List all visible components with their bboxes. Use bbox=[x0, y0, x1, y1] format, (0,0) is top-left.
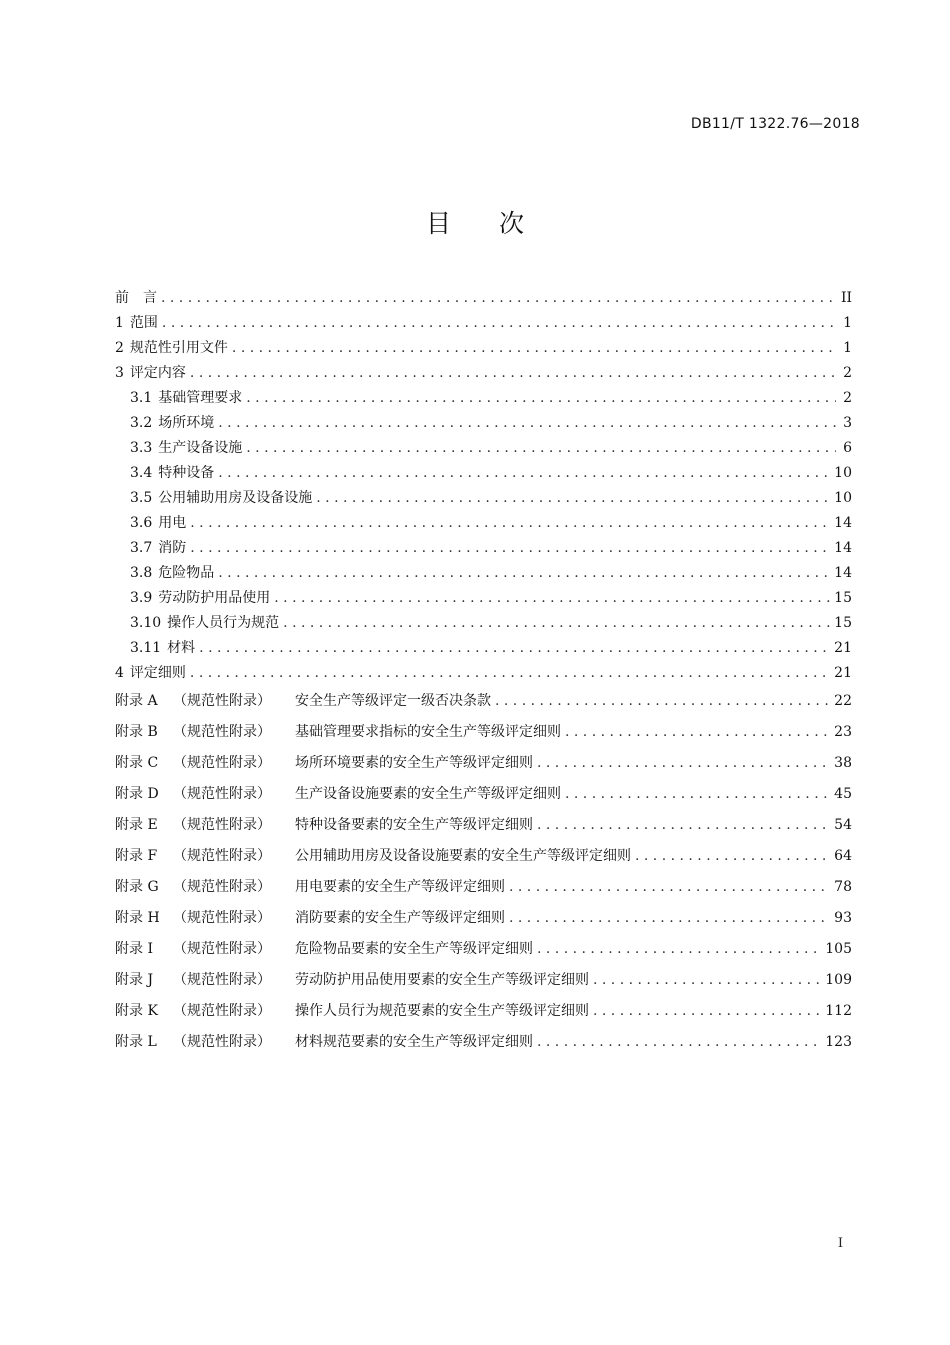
toc-entry-label: 特种设备 bbox=[158, 465, 215, 481]
toc-entry-page: 15 bbox=[834, 615, 852, 631]
dot-leader bbox=[190, 661, 830, 686]
dot-leader bbox=[537, 1027, 821, 1058]
page-number: I bbox=[837, 1236, 843, 1251]
dot-leader bbox=[162, 311, 836, 336]
dot-leader bbox=[218, 561, 830, 586]
toc-entry-page: 14 bbox=[834, 540, 852, 556]
standard-code: DB11/T 1322.76—2018 bbox=[690, 116, 860, 132]
toc-annex-entry[interactable] bbox=[115, 1027, 852, 1058]
toc-entry-number: 3.1 bbox=[130, 390, 153, 406]
dot-leader bbox=[509, 903, 830, 934]
toc-entry-label: 评定细则 bbox=[129, 665, 186, 681]
annex-title: 生产设备设施要素的安全生产等级评定细则 bbox=[295, 786, 561, 802]
toc-annex-entry[interactable] bbox=[115, 686, 852, 717]
toc-entry-label: 场所环境 bbox=[158, 415, 215, 431]
dot-leader bbox=[218, 461, 830, 486]
table-of-contents bbox=[115, 286, 852, 1058]
annex-kind: （规范性附录） bbox=[173, 972, 271, 988]
toc-entry-page: 15 bbox=[834, 590, 852, 606]
dot-leader bbox=[190, 511, 830, 536]
toc-entry-number: 3.2 bbox=[130, 415, 153, 431]
dot-leader bbox=[593, 996, 821, 1027]
toc-entry[interactable] bbox=[115, 536, 852, 561]
toc-annex-entry[interactable] bbox=[115, 872, 852, 903]
toc-entry-page: 10 bbox=[834, 465, 852, 481]
annex-title: 特种设备要素的安全生产等级评定细则 bbox=[295, 817, 533, 833]
toc-entry-label: 劳动防护用品使用 bbox=[158, 590, 271, 606]
toc-entry-page: 14 bbox=[834, 565, 852, 581]
annex-label: 附录 H bbox=[115, 910, 160, 926]
annex-page: 38 bbox=[834, 755, 852, 771]
annex-title: 劳动防护用品使用要素的安全生产等级评定细则 bbox=[295, 972, 589, 988]
annex-title: 操作人员行为规范要素的安全生产等级评定细则 bbox=[295, 1003, 589, 1019]
annex-title: 安全生产等级评定一级否决条款 bbox=[295, 693, 491, 709]
dot-leader bbox=[190, 361, 836, 386]
toc-entry-label: 公用辅助用房及设备设施 bbox=[158, 490, 313, 506]
toc-entry-number: 3 bbox=[115, 365, 124, 381]
toc-entry-page: 1 bbox=[843, 340, 852, 356]
annex-label: 附录 B bbox=[115, 724, 158, 740]
annex-page: 109 bbox=[825, 972, 852, 988]
dot-leader bbox=[246, 386, 836, 411]
toc-annex-entry[interactable] bbox=[115, 934, 852, 965]
annex-kind: （规范性附录） bbox=[173, 848, 271, 864]
dot-leader bbox=[283, 611, 830, 636]
toc-entry-number: 3.7 bbox=[130, 540, 153, 556]
title-char-2: 次 bbox=[499, 209, 525, 238]
toc-entry-number: 4 bbox=[115, 665, 124, 681]
annex-label: 附录 F bbox=[115, 848, 158, 864]
toc-entry[interactable] bbox=[115, 636, 852, 661]
toc-entry-number: 3.10 bbox=[130, 615, 162, 631]
annex-kind: （规范性附录） bbox=[173, 910, 271, 926]
annex-page: 105 bbox=[825, 941, 852, 957]
toc-entry-number: 3.3 bbox=[130, 440, 153, 456]
toc-annex-entry[interactable] bbox=[115, 841, 852, 872]
annex-page: 112 bbox=[825, 1003, 852, 1019]
toc-entry-label: 规范性引用文件 bbox=[129, 340, 228, 356]
toc-entry-label: 用电 bbox=[158, 515, 187, 531]
toc-entry-page: 6 bbox=[843, 440, 852, 456]
toc-entry[interactable] bbox=[115, 461, 852, 486]
annex-page: 23 bbox=[834, 724, 852, 740]
toc-entry-page: 1 bbox=[843, 315, 852, 331]
annex-title: 危险物品要素的安全生产等级评定细则 bbox=[295, 941, 533, 957]
annex-kind: （规范性附录） bbox=[173, 1034, 271, 1050]
page-title bbox=[0, 204, 950, 240]
annex-label: 附录 G bbox=[115, 879, 159, 895]
toc-entry[interactable] bbox=[115, 286, 852, 311]
title-char-1: 目 bbox=[425, 209, 451, 238]
toc-entry[interactable] bbox=[115, 361, 852, 386]
dot-leader bbox=[593, 965, 821, 996]
annex-label: 附录 I bbox=[115, 941, 153, 957]
annex-kind: （规范性附录） bbox=[173, 941, 271, 957]
dot-leader bbox=[537, 810, 830, 841]
toc-annex-entry[interactable] bbox=[115, 810, 852, 841]
dot-leader bbox=[509, 872, 830, 903]
annex-label: 附录 J bbox=[115, 972, 154, 988]
toc-annex-entry[interactable] bbox=[115, 965, 852, 996]
toc-annex-entry[interactable] bbox=[115, 717, 852, 748]
annex-kind: （规范性附录） bbox=[173, 724, 271, 740]
annex-title: 公用辅助用房及设备设施要素的安全生产等级评定细则 bbox=[295, 848, 631, 864]
toc-entry-page: 10 bbox=[834, 490, 852, 506]
dot-leader bbox=[495, 686, 830, 717]
toc-entry-page: 21 bbox=[834, 665, 852, 681]
dot-leader bbox=[565, 717, 830, 748]
annex-page: 22 bbox=[834, 693, 852, 709]
toc-entry-number: 2 bbox=[115, 340, 124, 356]
toc-annex-entry[interactable] bbox=[115, 996, 852, 1027]
toc-entry-page: 2 bbox=[843, 365, 852, 381]
toc-entry-page: 14 bbox=[834, 515, 852, 531]
annex-title: 材料规范要素的安全生产等级评定细则 bbox=[295, 1034, 533, 1050]
annex-kind: （规范性附录） bbox=[173, 879, 271, 895]
annex-kind: （规范性附录） bbox=[173, 1003, 271, 1019]
dot-leader bbox=[199, 636, 830, 661]
dot-leader bbox=[316, 486, 830, 511]
annex-page: 45 bbox=[834, 786, 852, 802]
toc-entry-number: 3.6 bbox=[130, 515, 153, 531]
toc-entry[interactable] bbox=[115, 511, 852, 536]
toc-entry-number: 1 bbox=[115, 315, 124, 331]
toc-entry[interactable] bbox=[115, 411, 852, 436]
dot-leader bbox=[537, 934, 821, 965]
annex-label: 附录 L bbox=[115, 1034, 157, 1050]
annex-title: 场所环境要素的安全生产等级评定细则 bbox=[295, 755, 533, 771]
annex-kind: （规范性附录） bbox=[173, 817, 271, 833]
annex-page: 54 bbox=[834, 817, 852, 833]
dot-leader bbox=[232, 336, 836, 361]
toc-entry-label: 生产设备设施 bbox=[158, 440, 243, 456]
annex-label: 附录 D bbox=[115, 786, 159, 802]
toc-entry-label: 操作人员行为规范 bbox=[167, 615, 280, 631]
dot-leader bbox=[218, 411, 836, 436]
toc-entry-page: 21 bbox=[834, 640, 852, 656]
toc-entry-number: 3.11 bbox=[130, 640, 162, 656]
annex-title: 消防要素的安全生产等级评定细则 bbox=[295, 910, 505, 926]
toc-entry[interactable] bbox=[115, 561, 852, 586]
dot-leader bbox=[565, 779, 830, 810]
annex-page: 64 bbox=[834, 848, 852, 864]
toc-entry-page: 3 bbox=[843, 415, 852, 431]
toc-entry-number: 3.4 bbox=[130, 465, 153, 481]
dot-leader bbox=[246, 436, 836, 461]
toc-entry-label: 消防 bbox=[158, 540, 187, 556]
toc-entry-page: II bbox=[840, 290, 852, 306]
toc-annex-entry[interactable] bbox=[115, 748, 852, 779]
dot-leader bbox=[190, 536, 830, 561]
toc-entry[interactable] bbox=[115, 486, 852, 511]
toc-entry-label: 评定内容 bbox=[129, 365, 186, 381]
annex-label: 附录 C bbox=[115, 755, 159, 771]
toc-entry[interactable] bbox=[115, 611, 852, 636]
annex-page: 93 bbox=[834, 910, 852, 926]
toc-annex-entry[interactable] bbox=[115, 903, 852, 934]
toc-entry-label: 材料 bbox=[167, 640, 196, 656]
annex-page: 123 bbox=[825, 1034, 852, 1050]
toc-entry[interactable] bbox=[115, 436, 852, 461]
toc-annex-entry[interactable] bbox=[115, 779, 852, 810]
toc-entry[interactable] bbox=[115, 586, 852, 611]
toc-entry-number: 3.5 bbox=[130, 490, 153, 506]
toc-entry-label: 范围 bbox=[129, 315, 158, 331]
annex-kind: （规范性附录） bbox=[173, 786, 271, 802]
annex-title: 基础管理要求指标的安全生产等级评定细则 bbox=[295, 724, 561, 740]
annex-label: 附录 E bbox=[115, 817, 158, 833]
annex-page: 78 bbox=[834, 879, 852, 895]
dot-leader bbox=[537, 748, 830, 779]
toc-entry-label: 基础管理要求 bbox=[158, 390, 243, 406]
toc-entry-number: 3.9 bbox=[130, 590, 153, 606]
toc-entry-number: 3.8 bbox=[130, 565, 153, 581]
toc-entry-page: 2 bbox=[843, 390, 852, 406]
toc-entry-label: 危险物品 bbox=[158, 565, 215, 581]
dot-leader bbox=[635, 841, 830, 872]
toc-entry[interactable] bbox=[115, 386, 852, 411]
annex-kind: （规范性附录） bbox=[173, 755, 271, 771]
annex-label: 附录 A bbox=[115, 693, 158, 709]
toc-entry-label: 前 言 bbox=[115, 290, 157, 306]
annex-title: 用电要素的安全生产等级评定细则 bbox=[295, 879, 505, 895]
toc-entry[interactable] bbox=[115, 311, 852, 336]
dot-leader bbox=[274, 586, 830, 611]
toc-entry[interactable] bbox=[115, 336, 852, 361]
dot-leader bbox=[161, 286, 836, 311]
annex-label: 附录 K bbox=[115, 1003, 158, 1019]
annex-kind: （规范性附录） bbox=[173, 693, 271, 709]
toc-entry[interactable] bbox=[115, 661, 852, 686]
